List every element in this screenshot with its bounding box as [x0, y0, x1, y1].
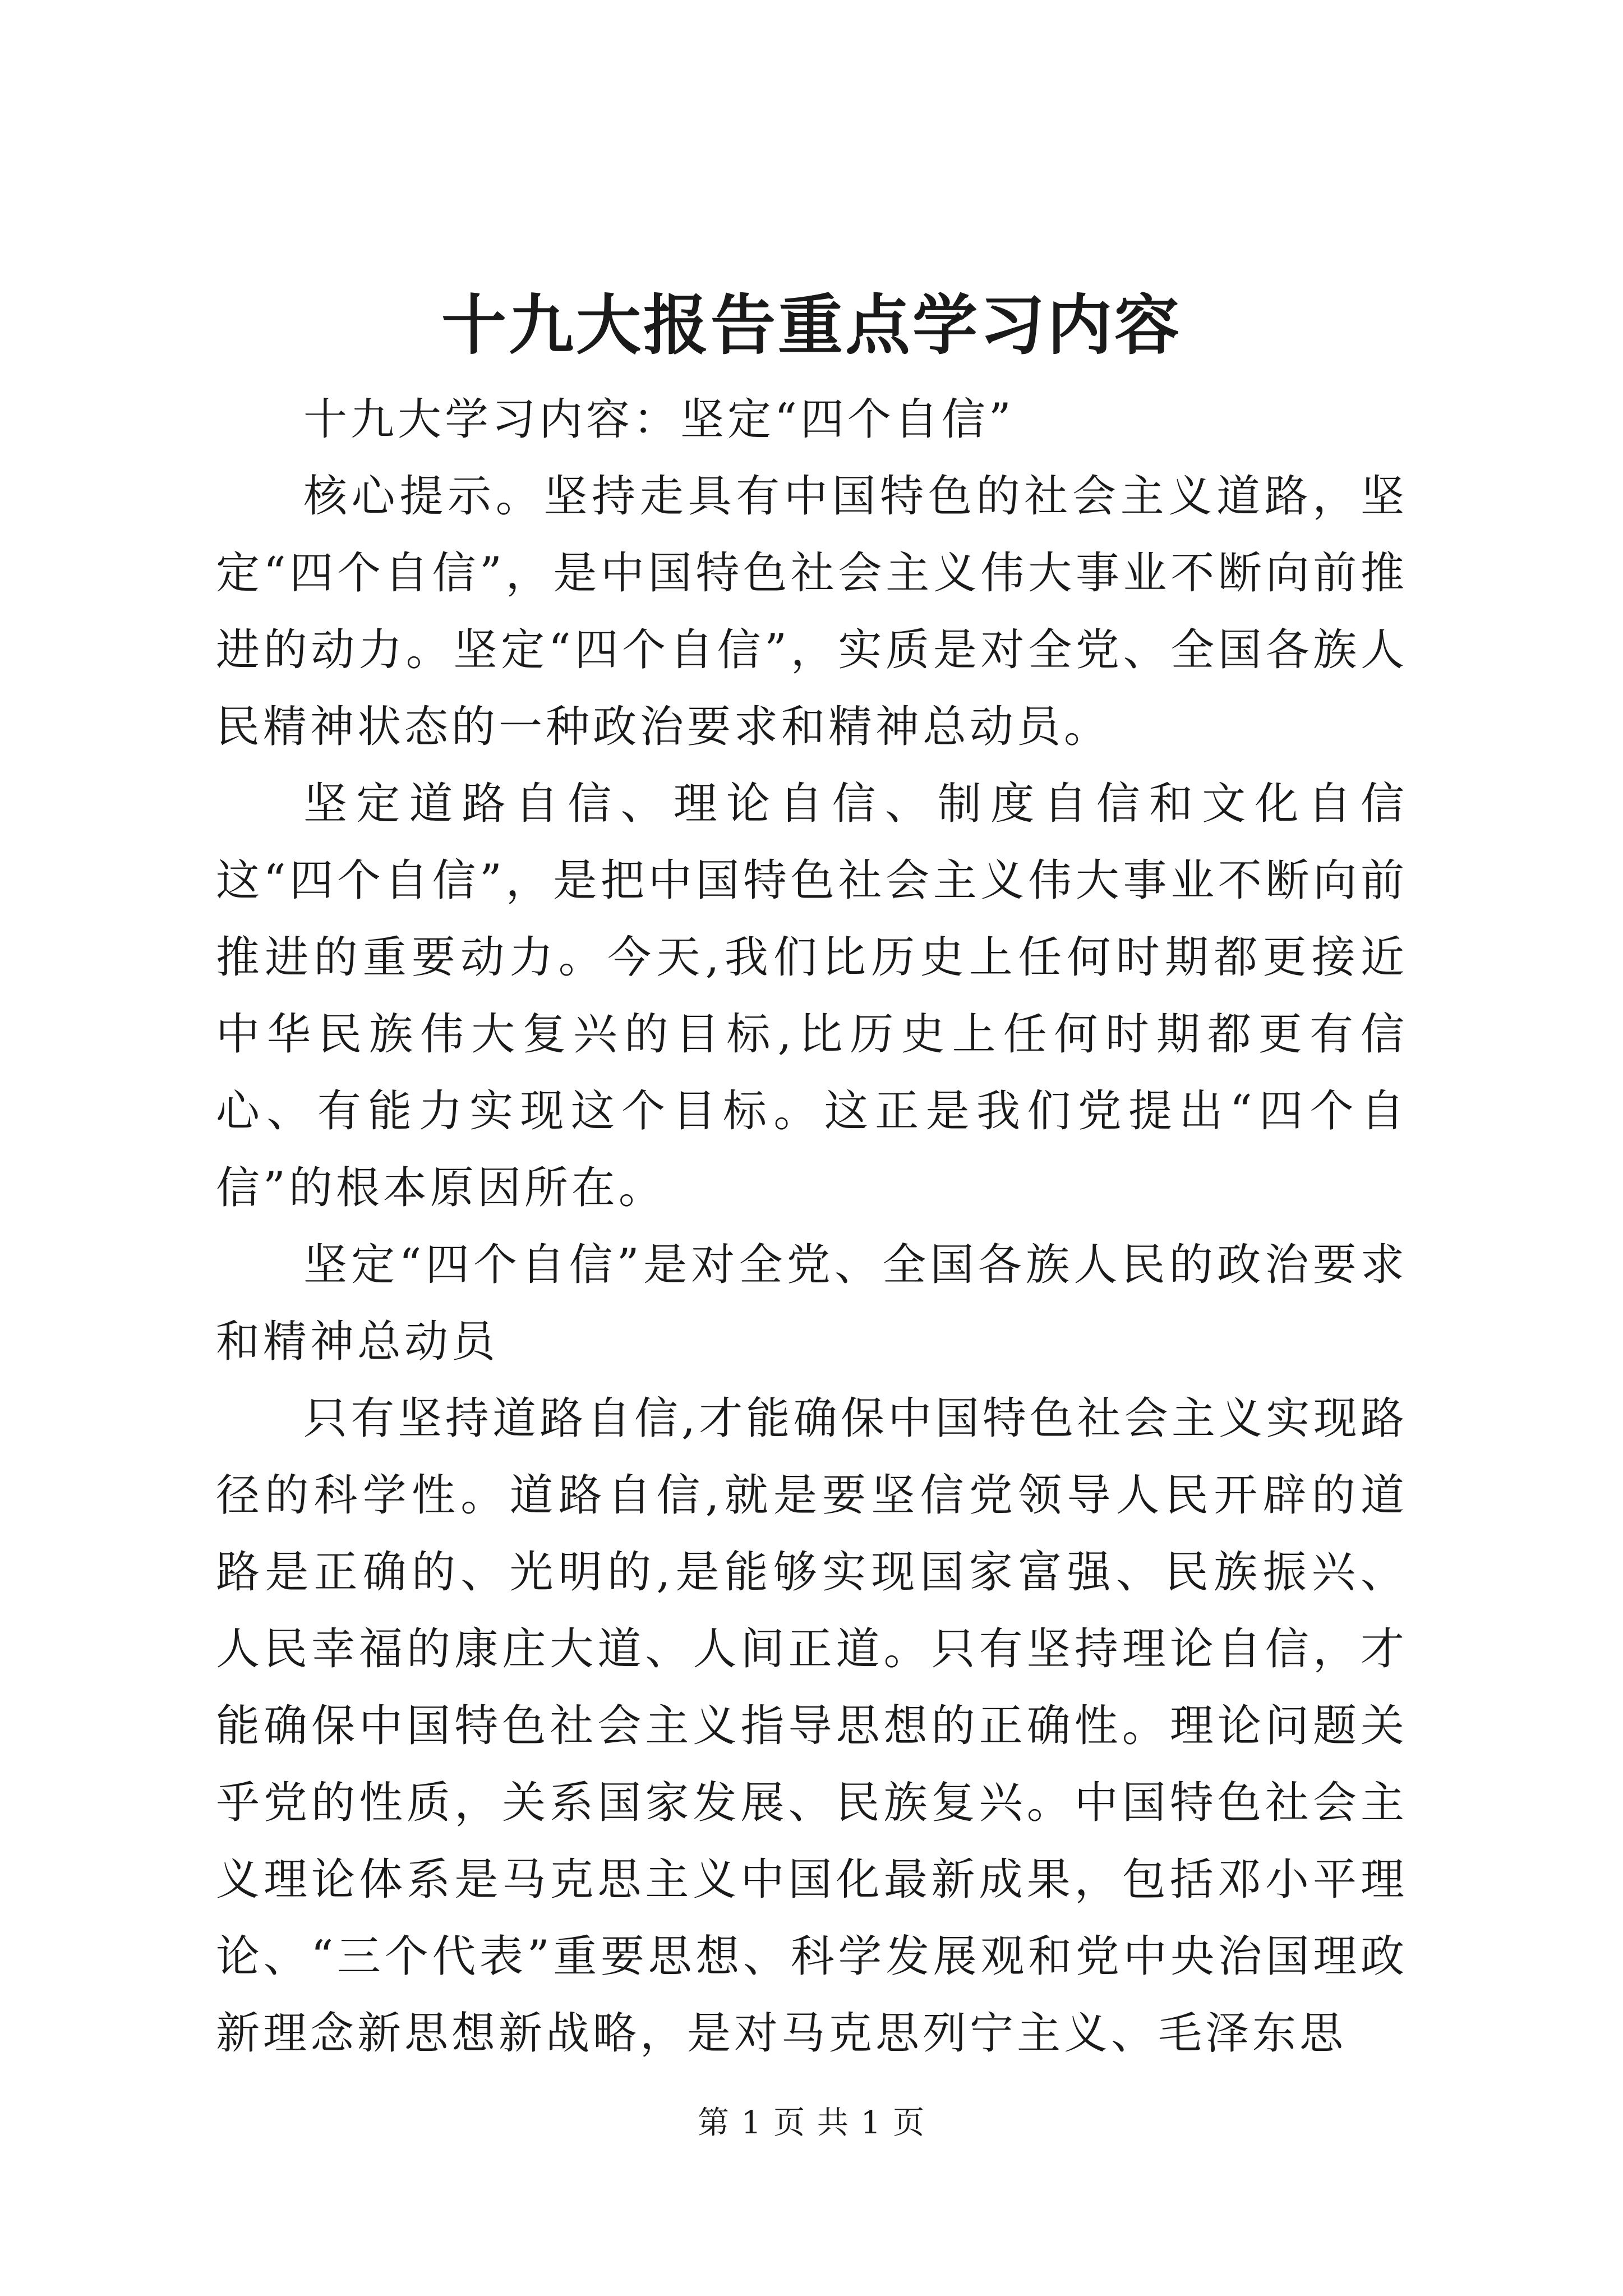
paragraph-four-confidences: 坚定道路自信、理论自信、制度自信和文化自信这“四个自信”，是把中国特色社会主义伟大事业不断向前推进的重要动力。今天,我们比历史上任何时期都更接近中华民族伟大复兴的目标,比历史上任何时期都更有信心、有能力实现这个目标。这正是我们党提出“四个自信”的根本原因所在。 [216, 779, 1408, 1213]
paragraph-section-heading: 坚定“四个自信”是对全党、全国各族人民的政治要求和精神总动员 [216, 1240, 1408, 1367]
page-footer: 第 1 页 共 1 页 [697, 2105, 926, 2141]
paragraph-subtitle: 十九大学习内容：坚定“四个自信” [303, 394, 1015, 445]
paragraph-core-tip: 核心提示。坚持走具有中国特色的社会主义道路，坚定“四个自信”，是中国特色社会主义伟大事业不断向前推进的动力。坚定“四个自信”，实质是对全党、全国各族人民精神状态的一种政治要求和精神总动员。 [216, 471, 1408, 752]
document-title: 十九大报告重点学习内容 [441, 287, 1182, 364]
document-body [216, 381, 1408, 2072]
paragraph-road-confidence: 只有坚持道路自信,才能确保中国特色社会主义实现路径的科学性。道路自信,就是要坚信党领导人民开辟的道路是正确的、光明的,是能够实现国家富强、民族振兴、人民幸福的康庄大道、人间正道。只有坚持理论自信，才能确保中国特色社会主义指导思想的正确性。理论问题关乎党的性质，关系国家发展、民族复兴。中国特色社会主义理论体系是马克思主义中国化最新成果，包括邓小平理论、“三个代表”重要思想、科学发展观和党中央治国理政新理念新思想新战略，是对马克思列宁主义、毛泽东思 [216, 1393, 1408, 2059]
